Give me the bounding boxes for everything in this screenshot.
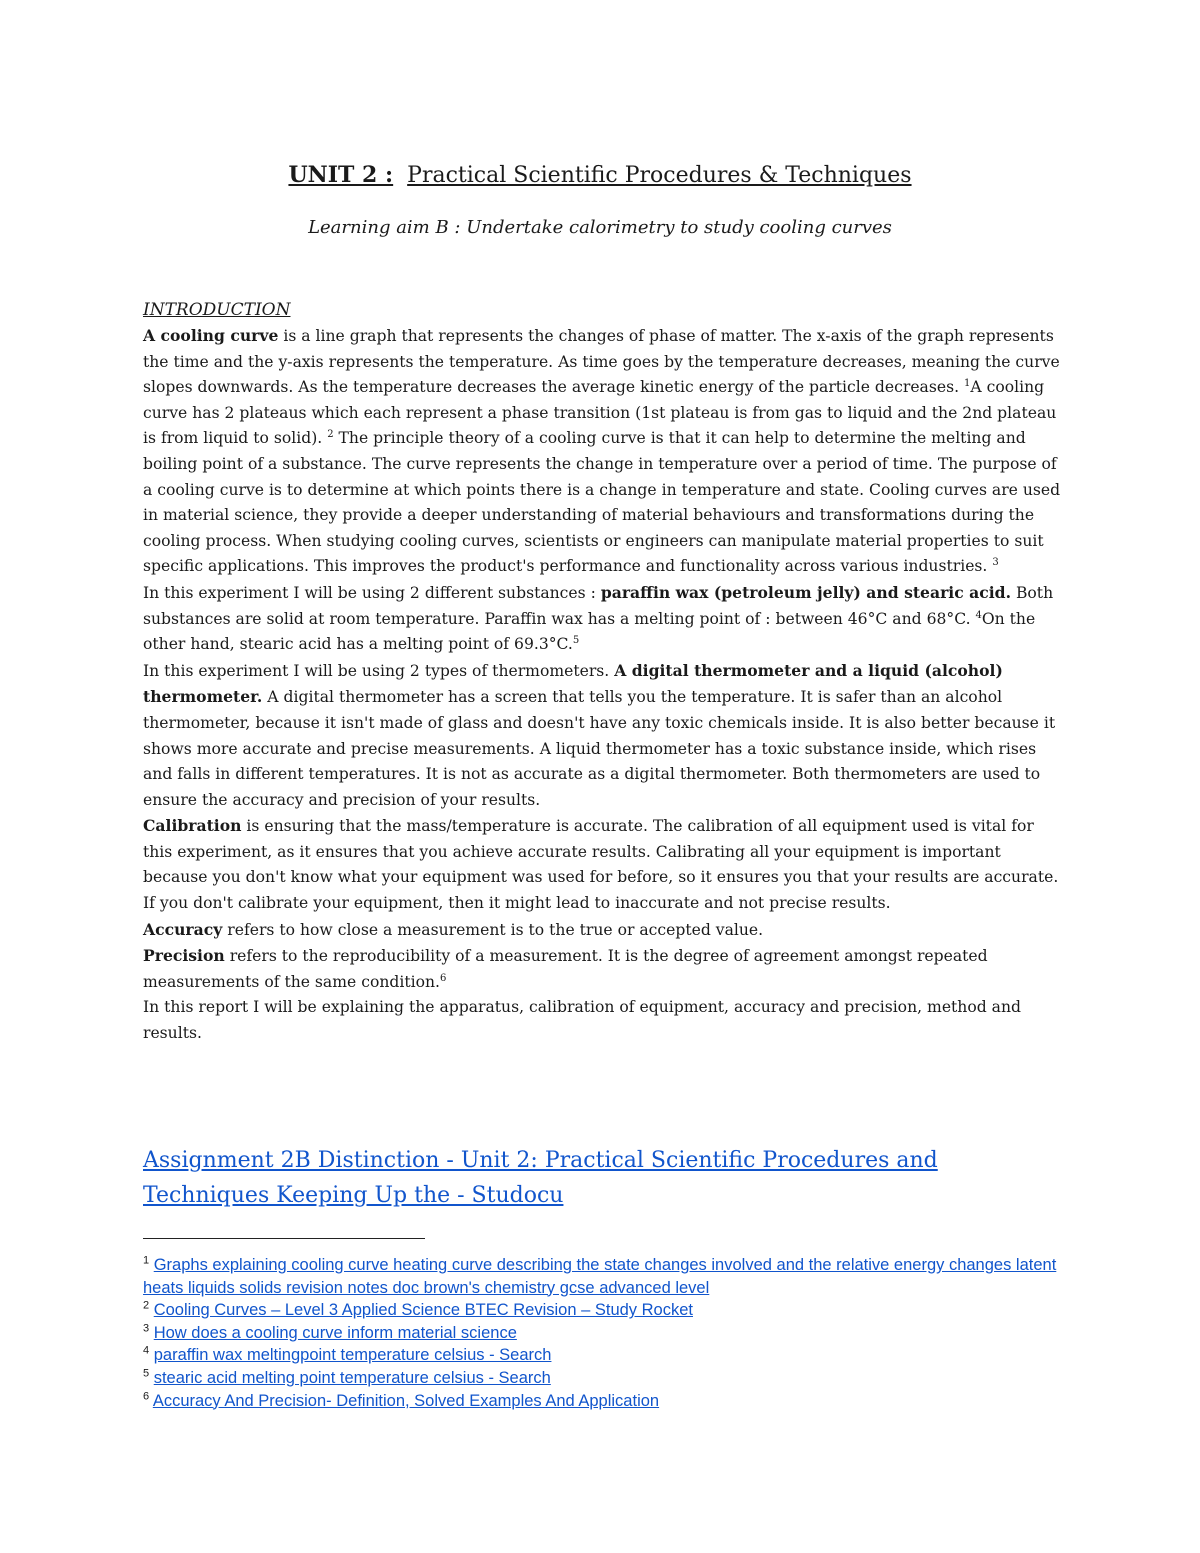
paragraph-text: refers to the reproducibility of a measurement. It is the degree of agreement amongst repeated measurements of the same condition. <box>143 947 988 991</box>
footnote-ref[interactable]: 3 <box>992 557 999 569</box>
footnote-ref[interactable]: 2 <box>327 429 334 441</box>
footnote-ref[interactable]: 4 <box>975 609 982 621</box>
paragraph-thermometers <box>143 658 1063 814</box>
footnote-link[interactable]: Accuracy And Precision- Definition, Solved Examples And Application <box>152 1391 660 1410</box>
bold-term: A digital thermometer and a liquid (alcohol) thermometer. <box>143 660 1003 707</box>
paragraph-accuracy <box>143 917 1063 944</box>
document-body <box>143 297 1063 1047</box>
paragraph-text: On the other hand, stearic acid has a melting point of 69.3°C. <box>143 609 1036 654</box>
paragraph-text: is a line graph that represents the changes of phase of matter. The x-axis of the graph represents the time and the y-axis represents the temperature. As time goes by the temperature decreases, meaning the curve slopes downwards. As the temperature decreases the average kinetic energy of the particle decreases. <box>143 327 1060 397</box>
footnote-link[interactable]: Graphs explaining cooling curve heating curve describing the state changes involved and the relative energy changes latent heats liquids solids revision notes doc brown's chemistry gcse advanced level <box>143 1256 1057 1297</box>
paragraph-report-overview: In this report I will be explaining the apparatus, calibration of equipment, accuracy and precision, method and results. <box>143 998 1022 1043</box>
footnote-ref[interactable]: 6 <box>439 972 447 984</box>
footnote-number: 6 <box>143 1390 150 1403</box>
bold-term: Accuracy <box>143 919 223 939</box>
footnote-number: 4 <box>143 1344 150 1357</box>
bold-term: A cooling curve <box>143 326 279 345</box>
paragraph-calibration <box>143 813 1063 916</box>
paragraph-text: A digital thermometer has a screen that tells you the temperature. It is safer than an alcohol thermometer, because it isn't made of glass and doesn't have any toxic chemicals inside. It is also better because it shows more accurate and precise measurements. A liquid thermometer has a toxic substance inside, which rises and falls in different temperatures. It is not as accurate as a digital thermometer. Both thermometers are used to ensure the accuracy and precision of your results. <box>143 688 1056 809</box>
paragraph-text: Both substances are solid at room temperature. Paraffin wax has a melting point of : between 46°C and 68°C. <box>143 583 1054 628</box>
paragraph-text: In this experiment I will be using 2 different substances : <box>143 583 601 602</box>
footnotes-list <box>143 1254 1063 1412</box>
footnote-number: 5 <box>143 1367 150 1380</box>
title-text: Practical Scientific Procedures & Techniques <box>407 163 912 188</box>
page-title <box>0 160 1200 191</box>
paragraph-text: The principle theory of a cooling curve is that it can help to determine the melting and boiling point of a substance. The curve represents the change in temperature over a period of time. The purpose of a cooling curve is to determine at which points there is a change in temperature and state. Cooling curves are used in material science, they provide a deeper understanding of material behaviours and transformations during the cooling process. When studying cooling curves, scientists or engineers can manipulate material properties to suit specific applications. This improves the product's performance and functionality across various industries. <box>143 429 1061 576</box>
paragraph-cooling-curve <box>143 323 1063 580</box>
footnote-link[interactable]: paraffin wax meltingpoint temperature celsius - Search <box>153 1346 552 1365</box>
footnote-ref[interactable]: 5 <box>572 634 580 646</box>
bold-term: paraffin wax (petroleum jelly) and stearic acid. <box>600 582 1011 602</box>
footnote-divider <box>143 1238 425 1239</box>
footnote-item <box>143 1367 1063 1390</box>
footnote-item <box>143 1254 1063 1299</box>
footnote-number: 1 <box>143 1254 150 1267</box>
title-unit: UNIT 2 : <box>288 162 394 188</box>
footnote-link[interactable]: Cooling Curves – Level 3 Applied Science BTEC Revision – Study Rocket <box>153 1301 693 1320</box>
paragraph-text: is ensuring that the mass/temperature is accurate. The calibration of all equipment used is vital for this experiment, as it ensures that you achieve accurate results. Calibrating all your equipment is important because you don't know what your equipment was used for before, so it ensures you that your results are accurate. If you don't calibrate your equipment, then it might lead to inaccurate and not precise results. <box>143 817 1059 913</box>
footnote-link[interactable]: stearic acid melting point temperature celsius - Search <box>153 1368 551 1387</box>
section-heading-introduction: INTRODUCTION <box>143 300 291 320</box>
footnote-item <box>143 1322 1063 1345</box>
footnote-link[interactable]: How does a cooling curve inform material science <box>153 1323 517 1342</box>
footnote-item <box>143 1390 1063 1413</box>
paragraph-text: A cooling curve has 2 plateaus which each represent a phase transition (1st plateau is from gas to liquid and the 2nd plateau is from liquid to solid). <box>143 378 1057 448</box>
bold-term: Precision <box>143 946 225 966</box>
footnote-item <box>143 1299 1063 1322</box>
bold-term: Calibration <box>143 816 242 836</box>
paragraph-precision <box>143 943 1063 995</box>
footnote-number: 2 <box>143 1299 150 1312</box>
page-subtitle: Learning aim B : Undertake calorimetry to study cooling curves <box>308 217 892 238</box>
paragraph-text: refers to how close a measurement is to the true or accepted value. <box>222 920 764 939</box>
footnote-number: 3 <box>143 1322 150 1335</box>
footnote-ref[interactable]: 1 <box>964 378 971 389</box>
paragraph-text: In this experiment I will be using 2 types of thermometers. <box>143 661 615 680</box>
paragraph-substances <box>143 580 1063 658</box>
assignment-link[interactable]: Assignment 2B Distinction - Unit 2: Practical Scientific Procedures and Techniques Keeping Up the - Studocu <box>143 1148 938 1208</box>
footnote-item <box>143 1344 1063 1367</box>
